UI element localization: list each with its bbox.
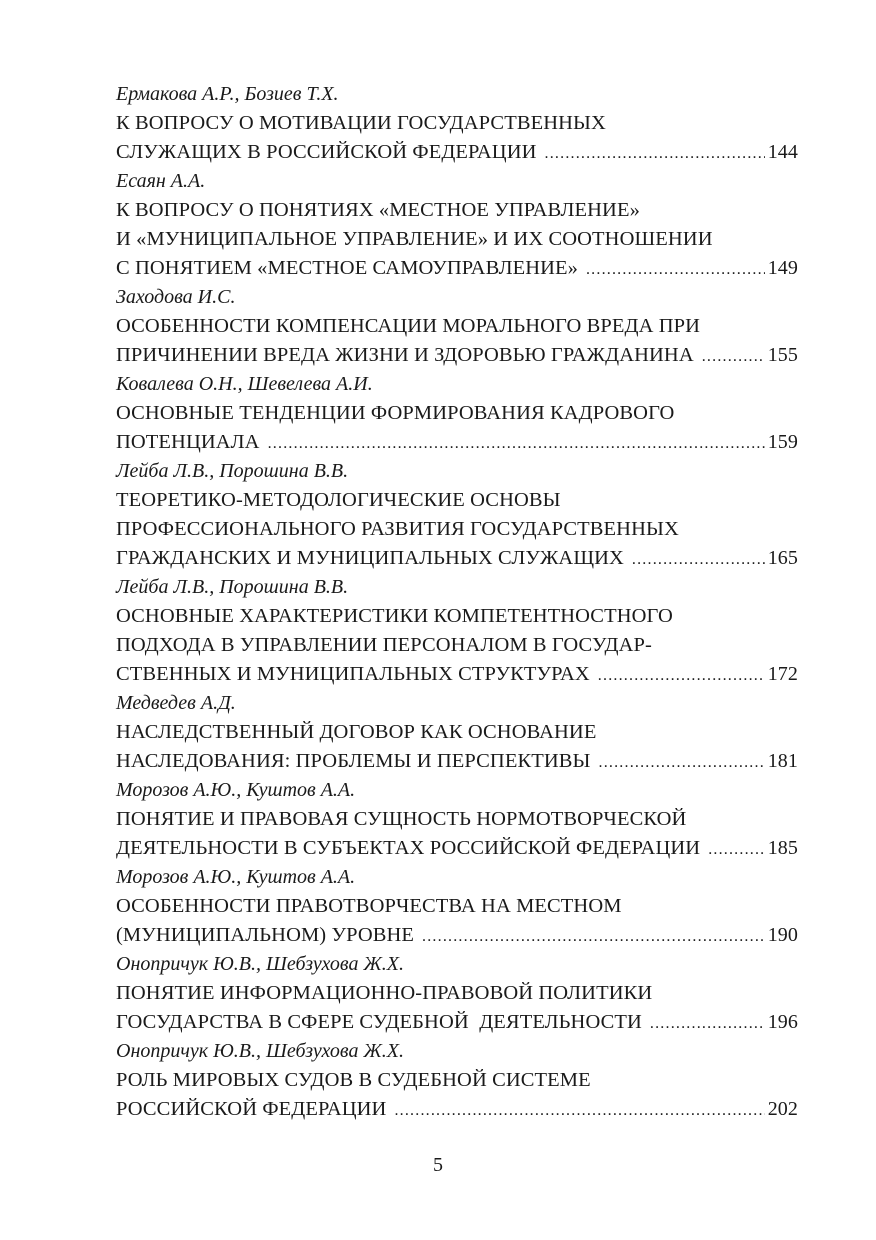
entry-title-last-line — [116, 138, 798, 167]
entry-title-line: ОСОБЕННОСТИ ПРАВОТВОРЧЕСТВА НА МЕСТНОМ — [116, 895, 622, 917]
dot-leader — [422, 922, 765, 951]
entry-title-text: СЛУЖАЩИХ В РОССИЙСКОЙ ФЕДЕРАЦИИ — [116, 141, 537, 163]
entry-title-text: СТВЕННЫХ И МУНИЦИПАЛЬНЫХ СТРУКТУРАХ — [116, 663, 590, 685]
entry-authors: Онопричук Ю.В., Шебзухова Ж.Х. — [116, 1040, 405, 1062]
entry-title-line: ОСОБЕННОСТИ КОМПЕНСАЦИИ МОРАЛЬНОГО ВРЕДА ПРИ — [116, 315, 701, 337]
toc-entry[interactable] — [116, 80, 798, 167]
entry-title-line: К ВОПРОСУ О МОТИВАЦИИ ГОСУДАРСТВЕННЫХ — [116, 112, 606, 134]
entry-title-last-line — [116, 544, 798, 573]
dot-leader — [586, 255, 765, 284]
entry-title-line: ОСНОВНЫЕ ХАРАКТЕРИСТИКИ КОМПЕТЕНТНОСТНОГО — [116, 605, 673, 627]
entry-title-line: ТЕОРЕТИКО-МЕТОДОЛОГИЧЕСКИЕ ОСНОВЫ — [116, 489, 561, 511]
entry-title-text: ГРАЖДАНСКИХ И МУНИЦИПАЛЬНЫХ СЛУЖАЩИХ — [116, 547, 624, 569]
entry-authors: Морозов А.Ю., Куштов А.А. — [116, 779, 356, 801]
toc-entry[interactable] — [116, 370, 798, 457]
toc-entry[interactable] — [116, 950, 798, 1037]
entry-authors: Ермакова А.Р., Бозиев Т.Х. — [116, 83, 339, 105]
dot-leader — [708, 835, 765, 864]
entry-page-number: 149 — [767, 257, 798, 279]
entry-authors: Заходова И.С. — [116, 286, 236, 308]
dot-leader — [702, 342, 765, 371]
entry-title-line: ОСНОВНЫЕ ТЕНДЕНЦИИ ФОРМИРОВАНИЯ КАДРОВОГО — [116, 402, 675, 424]
entry-authors: Медведев А.Д. — [116, 692, 236, 714]
entry-title-text: ПРИЧИНЕНИИ ВРЕДА ЖИЗНИ И ЗДОРОВЬЮ ГРАЖДАНИНА — [116, 344, 694, 366]
entry-title-line: РОЛЬ МИРОВЫХ СУДОВ В СУДЕБНОЙ СИСТЕМЕ — [116, 1069, 591, 1091]
entry-title-line: ПОДХОДА В УПРАВЛЕНИИ ПЕРСОНАЛОМ В ГОСУДАР- — [116, 634, 652, 656]
entry-page-number: 202 — [767, 1098, 798, 1120]
dot-leader — [268, 429, 765, 458]
entry-authors: Морозов А.Ю., Куштов А.А. — [116, 866, 356, 888]
entry-authors: Онопричук Ю.В., Шебзухова Ж.Х. — [116, 953, 405, 975]
entry-title-text: РОССИЙСКОЙ ФЕДЕРАЦИИ — [116, 1098, 387, 1120]
toc-entry[interactable] — [116, 283, 798, 370]
entry-title-last-line — [116, 747, 798, 776]
entry-page-number: 190 — [767, 924, 798, 946]
entry-page-number: 185 — [767, 837, 798, 859]
entry-title-last-line — [116, 254, 798, 283]
entry-authors: Лейба Л.В., Порошина В.В. — [116, 576, 349, 598]
entry-title-line: ПОНЯТИЕ ИНФОРМАЦИОННО-ПРАВОВОЙ ПОЛИТИКИ — [116, 982, 653, 1004]
toc-entry[interactable] — [116, 863, 798, 950]
dot-leader — [598, 661, 765, 690]
entry-authors: Есаян А.А. — [116, 170, 206, 192]
entry-title-last-line — [116, 834, 798, 863]
entry-title-text: ДЕЯТЕЛЬНОСТИ В СУБЪЕКТАХ РОССИЙСКОЙ ФЕДЕРАЦИИ — [116, 837, 701, 859]
entry-page-number: 196 — [767, 1011, 798, 1033]
entry-page-number: 181 — [767, 750, 798, 772]
entry-title-text: С ПОНЯТИЕМ «МЕСТНОЕ САМОУПРАВЛЕНИЕ» — [116, 257, 578, 279]
toc-entry[interactable] — [116, 573, 798, 689]
entry-title-line: И «МУНИЦИПАЛЬНОЕ УПРАВЛЕНИЕ» И ИХ СООТНОШЕНИИ — [116, 228, 713, 250]
toc-entry[interactable] — [116, 457, 798, 573]
toc-entry[interactable] — [116, 776, 798, 863]
entry-title-line: НАСЛЕДСТВЕННЫЙ ДОГОВОР КАК ОСНОВАНИЕ — [116, 721, 597, 743]
dot-leader — [632, 545, 765, 574]
dot-leader — [650, 1009, 765, 1038]
dot-leader — [545, 139, 765, 168]
dot-leader — [599, 748, 765, 777]
entry-title-last-line — [116, 660, 798, 689]
entry-page-number: 172 — [767, 663, 798, 685]
entry-title-text: НАСЛЕДОВАНИЯ: ПРОБЛЕМЫ И ПЕРСПЕКТИВЫ — [116, 750, 591, 772]
entry-title-last-line — [116, 428, 798, 457]
dot-leader — [394, 1096, 764, 1125]
entry-title-last-line — [116, 1008, 798, 1037]
entry-authors: Ковалева О.Н., Шевелева А.И. — [116, 373, 373, 395]
entry-page-number: 159 — [767, 431, 798, 453]
toc-entry[interactable] — [116, 689, 798, 776]
entry-title-last-line — [116, 341, 798, 370]
entry-title-line: ПРОФЕССИОНАЛЬНОГО РАЗВИТИЯ ГОСУДАРСТВЕННЫХ — [116, 518, 679, 540]
entry-title-text: ПОТЕНЦИАЛА — [116, 431, 260, 453]
entry-title-line: ПОНЯТИЕ И ПРАВОВАЯ СУЩНОСТЬ НОРМОТВОРЧЕСКОЙ — [116, 808, 687, 830]
entry-title-last-line — [116, 1095, 798, 1124]
entry-page-number: 165 — [767, 547, 798, 569]
page-number-footer: 5 — [433, 1154, 443, 1176]
entry-title-line: К ВОПРОСУ О ПОНЯТИЯХ «МЕСТНОЕ УПРАВЛЕНИЕ» — [116, 199, 640, 221]
entry-title-last-line — [116, 921, 798, 950]
entry-title-text: ГОСУДАРСТВА В СФЕРЕ СУДЕБНОЙ ДЕЯТЕЛЬНОСТИ — [116, 1011, 642, 1033]
entry-page-number: 144 — [767, 141, 798, 163]
toc-entry[interactable] — [116, 1037, 798, 1124]
entry-page-number: 155 — [767, 344, 798, 366]
entry-authors: Лейба Л.В., Порошина В.В. — [116, 460, 349, 482]
table-of-contents — [116, 80, 798, 1124]
toc-entry[interactable] — [116, 167, 798, 283]
entry-title-text: (МУНИЦИПАЛЬНОМ) УРОВНЕ — [116, 924, 415, 946]
